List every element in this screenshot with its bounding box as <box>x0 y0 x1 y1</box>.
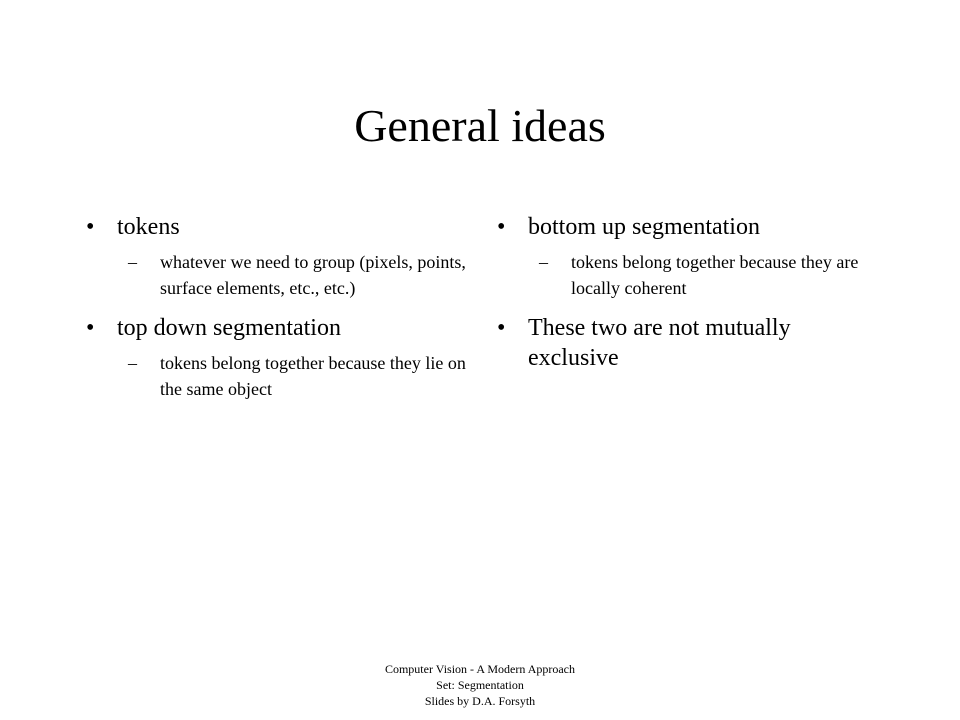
sub-bullet-marker: – <box>539 252 548 272</box>
sub-bullet-item <box>539 249 877 301</box>
right-column <box>497 212 877 373</box>
bullet-marker: • <box>497 315 506 341</box>
bullet-text: top down segmentation <box>117 315 341 341</box>
left-column <box>86 212 486 402</box>
sub-bullet-item <box>128 249 486 301</box>
bullet-text: tokens <box>117 214 180 240</box>
footer-line-set: Set: Segmentation <box>436 678 524 692</box>
sub-bullet-text: whatever we need to group (pixels, points, surface elements, etc., etc.) <box>160 252 466 298</box>
bullet-item <box>497 212 877 242</box>
slide-title: General ideas <box>354 100 606 151</box>
bullet-marker: • <box>497 214 506 240</box>
bullet-marker: • <box>86 315 95 341</box>
sub-bullet-text: tokens belong together because they are locally coherent <box>571 252 859 298</box>
bullet-text: bottom up segmentation <box>528 214 760 240</box>
sub-bullet-text: tokens belong together because they lie on the same object <box>160 353 466 399</box>
sub-bullet-marker: – <box>128 353 137 373</box>
slide-footer <box>0 661 960 709</box>
bullet-text: These two are not mutually exclusive <box>528 315 791 371</box>
bullet-item <box>86 313 486 343</box>
footer-line-course: Computer Vision - A Modern Approach <box>384 662 576 676</box>
bullet-item <box>86 212 486 242</box>
sub-bullet-item <box>128 350 486 402</box>
footer-line-author: Slides by D.A. Forsyth <box>424 694 536 708</box>
bullet-item <box>497 313 877 373</box>
sub-bullet-marker: – <box>128 252 137 272</box>
bullet-marker: • <box>86 214 95 240</box>
